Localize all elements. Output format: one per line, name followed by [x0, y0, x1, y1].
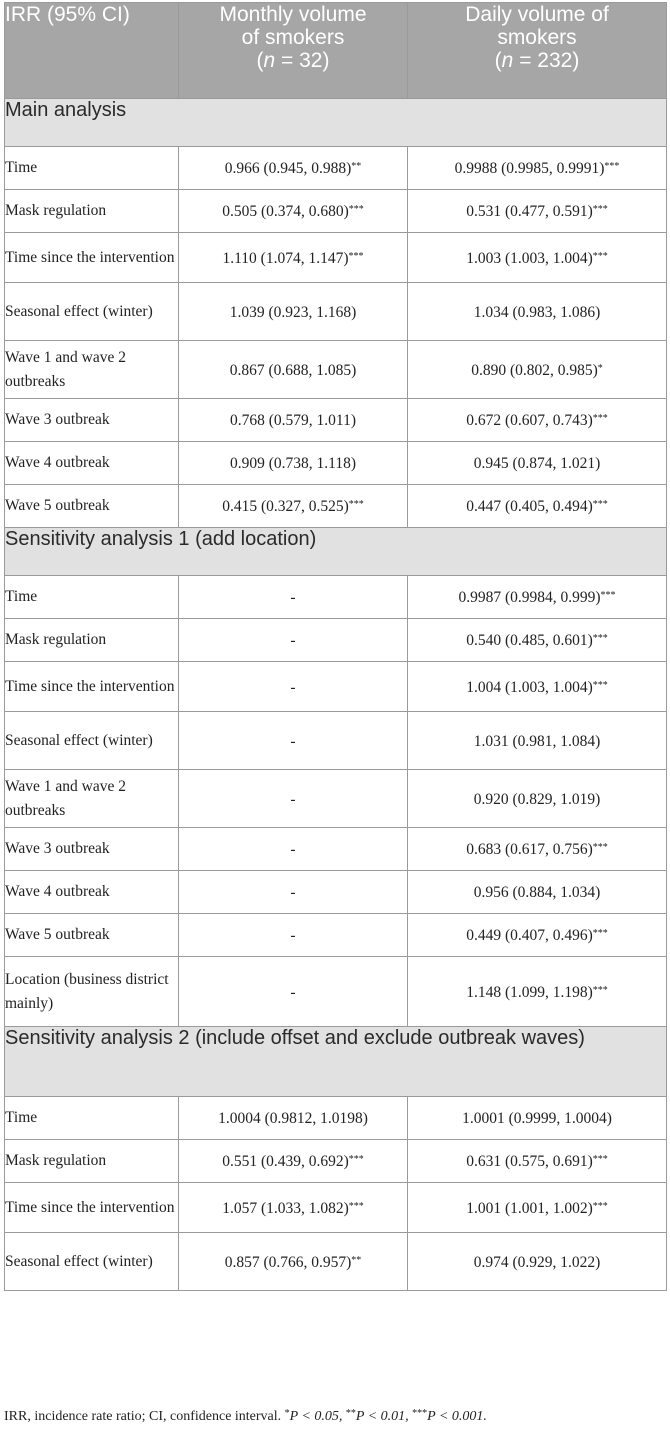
monthly-irr-value: -	[290, 841, 296, 858]
table-row	[5, 399, 667, 442]
row-label: Wave 5 outbreak	[5, 914, 179, 957]
daily-significance-mark: *	[597, 362, 603, 374]
daily-significance-mark: ***	[592, 1154, 608, 1165]
monthly-value-cell	[179, 147, 408, 190]
table-row	[5, 871, 667, 914]
monthly-value-cell	[179, 576, 408, 619]
daily-value-cell	[408, 283, 667, 341]
monthly-value-cell	[179, 233, 408, 283]
row-label: Wave 4 outbreak	[5, 871, 179, 914]
monthly-value-cell	[179, 914, 408, 957]
header-monthly	[179, 3, 408, 99]
daily-value-cell	[408, 1097, 667, 1140]
monthly-value-cell	[179, 442, 408, 485]
daily-value-cell	[408, 619, 667, 662]
monthly-irr-value: 1.057 (1.033, 1.082)	[222, 1199, 349, 1217]
table-body	[5, 99, 667, 1291]
daily-value-cell	[408, 190, 667, 233]
table-row	[5, 485, 667, 528]
monthly-value-cell	[179, 341, 408, 399]
monthly-irr-value: 1.110 (1.074, 1.147)	[222, 249, 349, 267]
daily-significance-mark: ***	[592, 499, 608, 510]
row-label: Time	[5, 147, 179, 190]
daily-value-cell	[408, 1140, 667, 1183]
row-label: Mask regulation	[5, 619, 179, 662]
monthly-value-cell	[179, 1233, 408, 1291]
header-daily-line2: smokers	[497, 26, 577, 49]
monthly-value-cell	[179, 871, 408, 914]
monthly-irr-value: 0.857 (0.766, 0.957)	[224, 1253, 352, 1271]
monthly-irr-value: 0.867 (0.688, 1.085)	[229, 361, 357, 379]
header-irr-text: IRR (95% CI)	[5, 3, 130, 26]
daily-irr-value: 1.034 (0.983, 1.086)	[473, 303, 601, 321]
table-row	[5, 190, 667, 233]
daily-irr-value: 0.449 (0.407, 0.496)	[466, 927, 593, 944]
monthly-irr-value: -	[290, 884, 296, 901]
daily-value-cell	[408, 485, 667, 528]
daily-value-cell	[408, 442, 667, 485]
row-label: Seasonal effect (winter)	[5, 1233, 179, 1291]
daily-irr-value: 1.031 (0.981, 1.084)	[473, 732, 601, 750]
monthly-significance-mark: ***	[348, 1154, 364, 1165]
daily-value-cell	[408, 576, 667, 619]
table-row	[5, 341, 667, 399]
daily-irr-value: 0.945 (0.874, 1.021)	[473, 455, 601, 472]
monthly-value-cell	[179, 399, 408, 442]
daily-value-cell	[408, 914, 667, 957]
row-label: Wave 3 outbreak	[5, 399, 179, 442]
monthly-irr-value: -	[290, 927, 296, 944]
table-row	[5, 147, 667, 190]
monthly-value-cell	[179, 485, 408, 528]
table-row	[5, 233, 667, 283]
section-header-row	[5, 99, 667, 147]
table-row	[5, 1233, 667, 1291]
row-label: Wave 1 and wave 2 outbreaks	[5, 770, 179, 828]
table-row	[5, 442, 667, 485]
table-row	[5, 712, 667, 770]
monthly-irr-value: 0.505 (0.374, 0.680)	[222, 203, 349, 220]
monthly-value-cell	[179, 1140, 408, 1183]
daily-irr-value: 1.001 (1.001, 1.002)	[466, 1199, 593, 1217]
table-row	[5, 1140, 667, 1183]
daily-significance-mark: ***	[592, 1200, 608, 1212]
daily-value-cell	[408, 957, 667, 1027]
monthly-irr-value: 1.0004 (0.9812, 1.0198)	[218, 1110, 368, 1127]
daily-irr-value: 1.0001 (0.9999, 1.0004)	[462, 1110, 612, 1127]
header-irr	[5, 3, 179, 99]
table-row	[5, 619, 667, 662]
daily-irr-value: 1.004 (1.003, 1.004)	[466, 678, 593, 696]
row-label: Time since the intervention	[5, 233, 179, 283]
table-row	[5, 957, 667, 1027]
daily-value-cell	[408, 770, 667, 828]
row-label: Time	[5, 1097, 179, 1140]
table-row	[5, 662, 667, 712]
table-row	[5, 770, 667, 828]
monthly-irr-value: -	[290, 790, 296, 808]
header-daily	[408, 3, 667, 99]
table-row	[5, 914, 667, 957]
monthly-significance-mark: **	[351, 161, 362, 172]
daily-irr-value: 0.631 (0.575, 0.691)	[466, 1153, 593, 1170]
monthly-value-cell	[179, 619, 408, 662]
table-row	[5, 1183, 667, 1233]
monthly-value-cell	[179, 828, 408, 871]
daily-significance-mark: ***	[592, 928, 608, 939]
sample-size-symbol: n	[501, 49, 514, 72]
row-label: Seasonal effect (winter)	[5, 712, 179, 770]
monthly-value-cell	[179, 283, 408, 341]
monthly-value-cell	[179, 190, 408, 233]
daily-irr-value: 0.540 (0.485, 0.601)	[466, 632, 593, 649]
daily-significance-mark: ***	[600, 590, 616, 601]
row-label: Mask regulation	[5, 190, 179, 233]
footnote-p2: P < 0.01,	[355, 1409, 409, 1424]
monthly-irr-value: -	[290, 732, 296, 750]
daily-value-cell	[408, 1183, 667, 1233]
daily-significance-mark: ***	[592, 204, 608, 215]
daily-significance-mark: ***	[592, 633, 608, 644]
monthly-value-cell	[179, 662, 408, 712]
row-label: Mask regulation	[5, 1140, 179, 1183]
daily-irr-value: 1.003 (1.003, 1.004)	[466, 249, 593, 267]
section-title: Main analysis	[5, 99, 667, 147]
header-daily-line1: Daily volume of	[465, 3, 609, 26]
table-row	[5, 1097, 667, 1140]
table-row	[5, 828, 667, 871]
monthly-significance-mark: ***	[348, 250, 364, 262]
monthly-irr-value: -	[290, 678, 296, 696]
daily-value-cell	[408, 233, 667, 283]
monthly-significance-mark: ***	[348, 1200, 364, 1212]
daily-significance-mark: ***	[592, 679, 608, 691]
daily-value-cell	[408, 341, 667, 399]
daily-value-cell	[408, 712, 667, 770]
monthly-irr-value: 0.551 (0.439, 0.692)	[222, 1153, 349, 1170]
footnote-abbrev: IRR, incidence rate ratio; CI, confidence interval.	[4, 1409, 282, 1424]
monthly-irr-value: -	[290, 983, 296, 1001]
sample-size-symbol: n	[263, 49, 276, 72]
monthly-irr-value: -	[290, 589, 296, 606]
monthly-significance-mark: **	[351, 1254, 362, 1266]
table-row	[5, 283, 667, 341]
daily-significance-mark: ***	[604, 161, 620, 172]
row-label: Wave 5 outbreak	[5, 485, 179, 528]
footnote-p1-mark: *	[284, 1408, 290, 1419]
daily-value-cell	[408, 828, 667, 871]
monthly-significance-mark: ***	[348, 204, 364, 215]
row-label: Seasonal effect (winter)	[5, 283, 179, 341]
row-label: Wave 1 and wave 2 outbreaks	[5, 341, 179, 399]
footnote-p3: P < 0.001.	[427, 1409, 487, 1424]
daily-value-cell	[408, 1233, 667, 1291]
footnote-p2-mark: **	[345, 1408, 356, 1419]
row-label: Location (business district mainly)	[5, 957, 179, 1027]
monthly-irr-value: -	[290, 632, 296, 649]
daily-significance-mark: ***	[592, 984, 608, 996]
table-footnote	[4, 1408, 487, 1425]
section-header-row	[5, 1027, 667, 1097]
monthly-value-cell	[179, 957, 408, 1027]
results-table	[4, 2, 667, 1291]
row-label: Time since the intervention	[5, 662, 179, 712]
footnote-p1: P < 0.05,	[289, 1409, 343, 1424]
daily-irr-value: 0.447 (0.405, 0.494)	[466, 498, 593, 515]
daily-irr-value: 1.148 (1.099, 1.198)	[466, 983, 593, 1001]
header-row	[5, 3, 667, 99]
section-header-row	[5, 528, 667, 576]
daily-irr-value: 0.890 (0.802, 0.985)	[471, 361, 598, 379]
daily-irr-value: 0.9988 (0.9985, 0.9991)	[454, 160, 605, 177]
daily-significance-mark: ***	[592, 250, 608, 262]
monthly-irr-value: 0.768 (0.579, 1.011)	[230, 412, 356, 429]
monthly-irr-value: 0.909 (0.738, 1.118)	[230, 455, 356, 472]
daily-irr-value: 0.9987 (0.9984, 0.999)	[458, 589, 601, 606]
section-title: Sensitivity analysis 1 (add location)	[5, 528, 667, 576]
header-monthly-line1: Monthly volume	[219, 3, 367, 26]
row-label: Wave 4 outbreak	[5, 442, 179, 485]
header-daily-n: (n = 232)	[494, 49, 580, 72]
monthly-irr-value: 0.415 (0.327, 0.525)	[222, 498, 349, 515]
daily-value-cell	[408, 147, 667, 190]
footnote-p3-mark: ***	[412, 1408, 428, 1419]
daily-value-cell	[408, 662, 667, 712]
row-label: Wave 3 outbreak	[5, 828, 179, 871]
daily-value-cell	[408, 871, 667, 914]
daily-significance-mark: ***	[592, 842, 608, 853]
daily-significance-mark: ***	[592, 413, 608, 424]
monthly-significance-mark: ***	[348, 499, 364, 510]
daily-irr-value: 0.531 (0.477, 0.591)	[466, 203, 593, 220]
row-label: Time	[5, 576, 179, 619]
daily-irr-value: 0.956 (0.884, 1.034)	[473, 884, 601, 901]
daily-value-cell	[408, 399, 667, 442]
daily-irr-value: 0.672 (0.607, 0.743)	[466, 412, 593, 429]
monthly-value-cell	[179, 1097, 408, 1140]
header-monthly-line2: of smokers	[241, 26, 345, 49]
daily-irr-value: 0.974 (0.929, 1.022)	[473, 1253, 601, 1271]
monthly-value-cell	[179, 770, 408, 828]
monthly-value-cell	[179, 712, 408, 770]
header-monthly-n: (n = 32)	[256, 49, 330, 72]
table-row	[5, 576, 667, 619]
row-label: Time since the intervention	[5, 1183, 179, 1233]
monthly-irr-value: 0.966 (0.945, 0.988)	[224, 160, 352, 177]
monthly-irr-value: 1.039 (0.923, 1.168)	[229, 303, 357, 321]
daily-irr-value: 0.920 (0.829, 1.019)	[473, 790, 601, 808]
daily-irr-value: 0.683 (0.617, 0.756)	[466, 841, 593, 858]
monthly-value-cell	[179, 1183, 408, 1233]
section-title: Sensitivity analysis 2 (include offset and exclude outbreak waves)	[5, 1027, 667, 1097]
